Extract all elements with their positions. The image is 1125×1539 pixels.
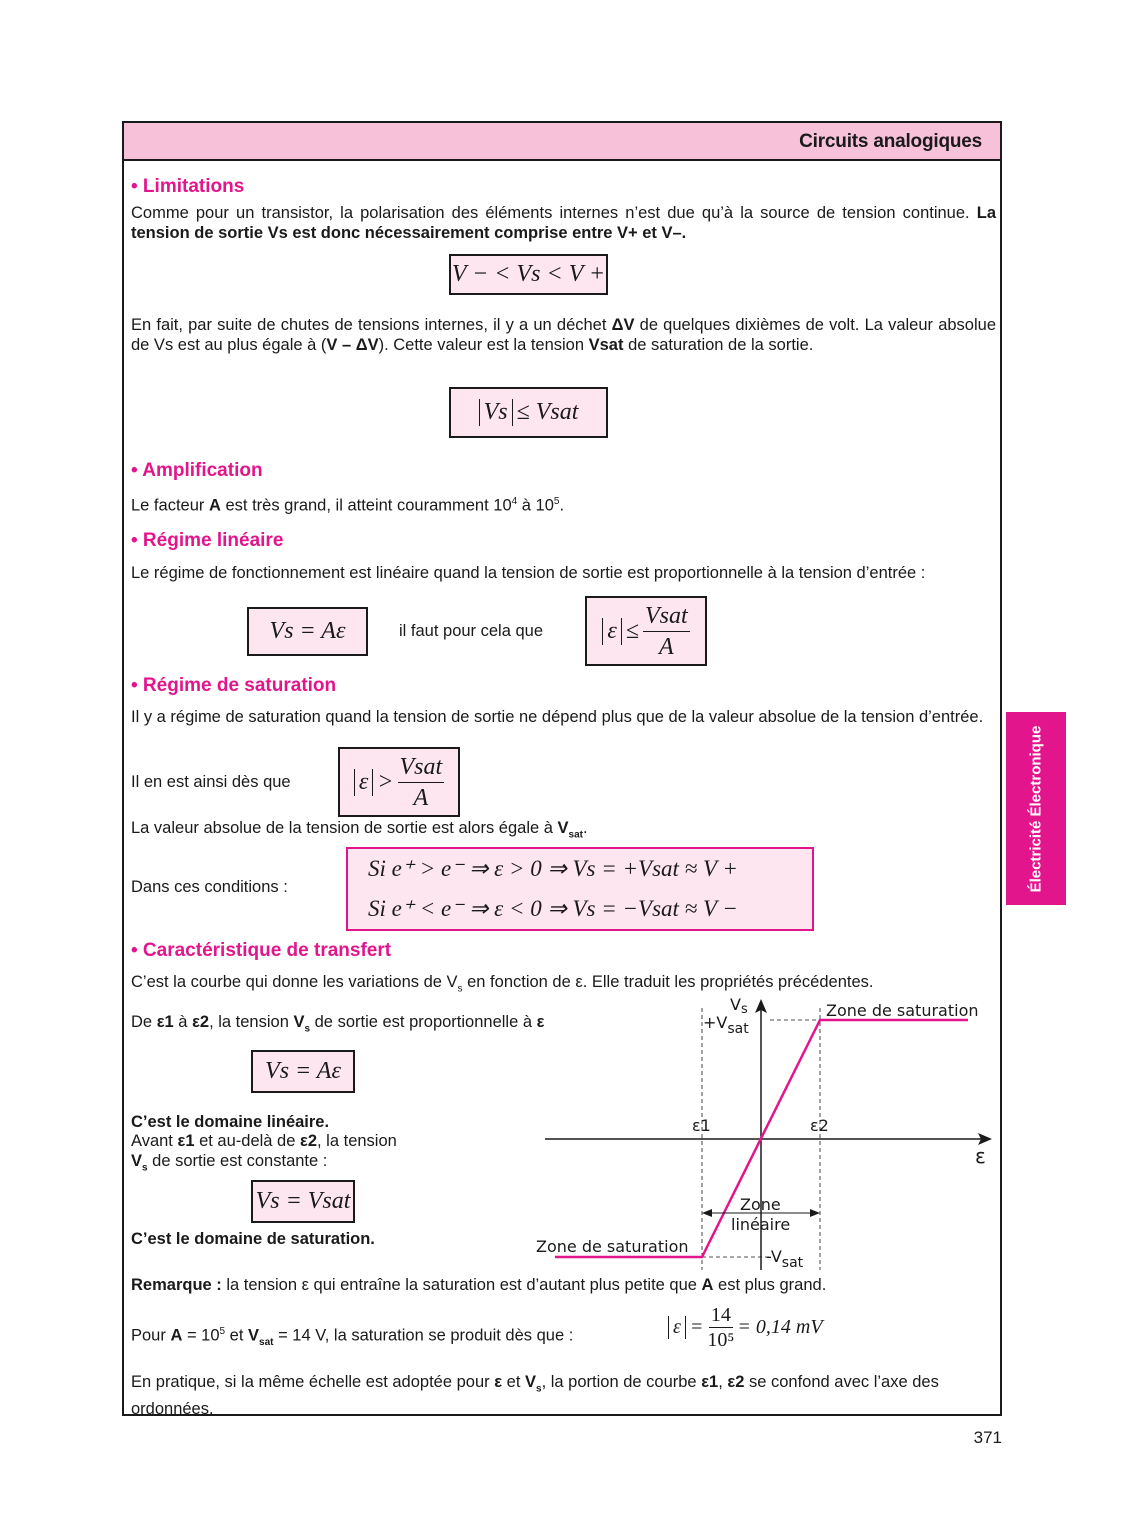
regime-saturation-text: Il y a régime de saturation quand la tension de sortie ne dépend plus que de la valeur absolue de la tension d’entrée. (131, 708, 984, 726)
text-bold: V (557, 819, 569, 837)
header-title: Circuits analogiques (799, 131, 982, 152)
saturation-abs-text: La valeur absolue de la tension de sortie est alors égale à $V_{sat}$. (131, 819, 588, 841)
text: de sortie est constante : (147, 1152, 328, 1170)
formula-abs-vs-le-vsat (449, 387, 608, 438)
text-bold: Vsat (588, 336, 624, 354)
text: est plus grand. (713, 1276, 827, 1294)
text: , la portion de courbe (541, 1373, 702, 1391)
subscript: s (536, 1383, 542, 1395)
formula-linear-domain: Vs = Aε (251, 1050, 355, 1093)
label-zone-lineaire-1: Zone (740, 1195, 781, 1214)
arrow-right-icon (810, 1209, 820, 1217)
fraction (398, 752, 445, 813)
text: ). Cette valeur est la tension (378, 336, 589, 354)
text-bold: V – ΔV (326, 336, 379, 354)
formula-saturation-threshold: ε = $\frac{14}{\text{10⁵}}$ = 0,14 mV (668, 1303, 823, 1352)
abs-value: ε (354, 769, 373, 796)
exponent: 5 (553, 496, 560, 507)
system-row-negative: Si e⁺ < e⁻ ⇒ ε < 0 ⇒ Vs = −Vsat ≈ V − (368, 896, 738, 921)
label-zone-lineaire-2: linéaire (731, 1215, 791, 1234)
numerator: Vsat (643, 601, 690, 632)
avant-text (131, 1131, 461, 1151)
saturation-lead: Il en est ainsi dès que (131, 773, 291, 791)
formula-linear-condition (585, 596, 707, 666)
text: De (131, 1013, 157, 1031)
text-bold: La tension de sortie Vs est donc nécessairement comprise entre V+ et V–. (131, 204, 996, 242)
linear-domain-text (131, 1112, 329, 1132)
subscript: sat (568, 829, 583, 841)
text: C’est la courbe qui donne les variations de V (131, 973, 458, 991)
text: en fonction de ε. Elle traduit les propriétés précédentes. (462, 973, 874, 991)
label-plus-vsat: +Vsat (703, 1013, 749, 1037)
denominator: A (413, 784, 429, 811)
text-bold: ε1 (156, 1013, 174, 1031)
text-bold: V (293, 1013, 305, 1031)
text: Comme pour un transistor, la polarisation des éléments internes n’est due qu’à la source de tension continue. (131, 204, 977, 222)
formula-saturation-system (346, 847, 814, 931)
text-bold: ε2 (192, 1013, 210, 1031)
text: La valeur absolue de la tension de sortie est alors égale à (131, 819, 558, 837)
system-row-positive: Si e⁺ > e⁻ ⇒ ε > 0 ⇒ Vs = +Vsat ≈ V + (368, 856, 738, 881)
remarque-text (131, 1275, 826, 1295)
label-e2: ε2 (810, 1116, 829, 1135)
denominator: A (658, 633, 674, 660)
fraction (643, 601, 690, 662)
text: et au-delà de (194, 1132, 300, 1150)
formula-rest: ≤ Vsat (516, 399, 579, 425)
saturation-domain-text (131, 1229, 375, 1249)
arrow-left-icon (702, 1209, 712, 1217)
text: Pour (131, 1326, 171, 1345)
limitations-paragraph-1 (131, 203, 996, 243)
side-tab-label: Électricité Électronique (1027, 725, 1045, 892)
formula-vs-bounds: V − < Vs < V + (449, 254, 608, 295)
text: et (502, 1373, 525, 1391)
regime-lineaire-text: Le régime de fonctionnement est linéaire quand la tension de sortie est proportionnelle à la tension d’entrée : (131, 564, 926, 582)
text: de saturation de la sortie. (623, 336, 814, 354)
page-header (124, 123, 1000, 161)
formula-saturation-domain: Vs = Vsat (251, 1180, 355, 1223)
text: Avant (131, 1132, 178, 1150)
heading-regime-lineaire: • Régime linéaire (131, 530, 284, 551)
page-number: 371 (973, 1428, 1002, 1447)
text: . (559, 496, 565, 515)
abs-value: ε (602, 618, 621, 645)
amplification-text (131, 492, 564, 516)
text-bold: A (701, 1276, 714, 1294)
text-bold: Remarque : (131, 1276, 222, 1294)
subscript: sat (259, 1336, 274, 1348)
subscript: s (142, 1162, 148, 1174)
text: la tension ε qui entraîne la saturation est d’autant plus petite que (221, 1276, 702, 1294)
exponent: 4 (511, 496, 518, 507)
y-axis-label: Vs (730, 995, 748, 1017)
pour-text (131, 1322, 573, 1353)
text: , la tension (209, 1013, 294, 1031)
text: En pratique, si la même échelle est adoptée pour (131, 1373, 495, 1391)
text: à 10 (517, 496, 554, 515)
text-bold: V (525, 1373, 537, 1391)
text-bold: ε (536, 1013, 545, 1031)
subscript: s (457, 983, 463, 995)
operator: > (377, 768, 394, 795)
heading-regime-saturation: • Régime de saturation (131, 675, 337, 696)
text: à (173, 1013, 193, 1031)
text-bold: A (170, 1326, 183, 1345)
exponent: 5 (219, 1326, 226, 1337)
text: est très grand, il atteint couramment 10 (220, 496, 512, 515)
operator: ≤ (625, 617, 639, 644)
text-bold: ε1 (701, 1373, 719, 1391)
label-zone-saturation-top: Zone de saturation (826, 1001, 979, 1020)
text: Le facteur (131, 496, 209, 515)
formula-saturation-condition (338, 747, 460, 817)
text-bold: ε (494, 1373, 503, 1391)
numerator: 14 (710, 1304, 731, 1326)
side-tab (1006, 712, 1066, 905)
connector-text: il faut pour cela que (399, 622, 544, 640)
text-bold: ε2 (300, 1132, 318, 1150)
text: En fait, par suite de chutes de tensions internes, il y a un déchet (131, 316, 612, 334)
heading-limitations: • Limitations (131, 176, 245, 197)
heading-transfert: • Caractéristique de transfert (131, 940, 392, 961)
limitations-paragraph-2 (131, 315, 996, 355)
fraction (707, 1303, 734, 1352)
text: , la tension (317, 1132, 397, 1150)
abs-value: Vs (479, 399, 513, 426)
text: se confond avec l’axe des ordonnées. (131, 1373, 939, 1419)
text-bold: ε1 (177, 1132, 195, 1150)
text-bold: C’est le domaine de saturation. (131, 1230, 375, 1248)
result: = 0,14 mV (737, 1316, 823, 1338)
transfer-characteristic-chart (530, 990, 1010, 1280)
text: = 14 V, la saturation se produit dès que : (273, 1326, 574, 1345)
text-bold: V (248, 1326, 260, 1345)
denominator: 10⁵ (707, 1329, 735, 1351)
numerator: Vsat (398, 752, 445, 783)
subscript: s (304, 1023, 311, 1035)
text-bold: ΔV (611, 316, 635, 334)
text-bold: A (208, 496, 221, 515)
text: de quelques dixièmes de volt. La valeur absolue de Vs est au plus égale à ( (131, 316, 997, 354)
conditions-label: Dans ces conditions : (131, 878, 288, 896)
pratique-text (131, 1372, 996, 1419)
transfert-paragraph-2 (131, 1012, 544, 1039)
heading-amplification: • Amplification (131, 460, 263, 481)
text: = 10 (182, 1326, 220, 1345)
text: , (718, 1373, 728, 1391)
text-bold: C’est le domaine linéaire. (131, 1113, 330, 1131)
constant-text (131, 1151, 327, 1178)
text: et (225, 1326, 249, 1345)
label-minus-vsat: -Vsat (766, 1247, 804, 1271)
abs-value: ε (668, 1316, 686, 1339)
text: de sortie est proportionnelle à (310, 1013, 537, 1031)
x-axis-label: ε (975, 1144, 986, 1168)
text-bold: V (131, 1152, 143, 1170)
formula-vs-eq-aeps: Vs = Aε (247, 607, 368, 656)
text-bold: ε2 (727, 1373, 745, 1391)
label-e1: ε1 (692, 1116, 711, 1135)
label-zone-saturation-bottom: Zone de saturation (536, 1237, 689, 1256)
